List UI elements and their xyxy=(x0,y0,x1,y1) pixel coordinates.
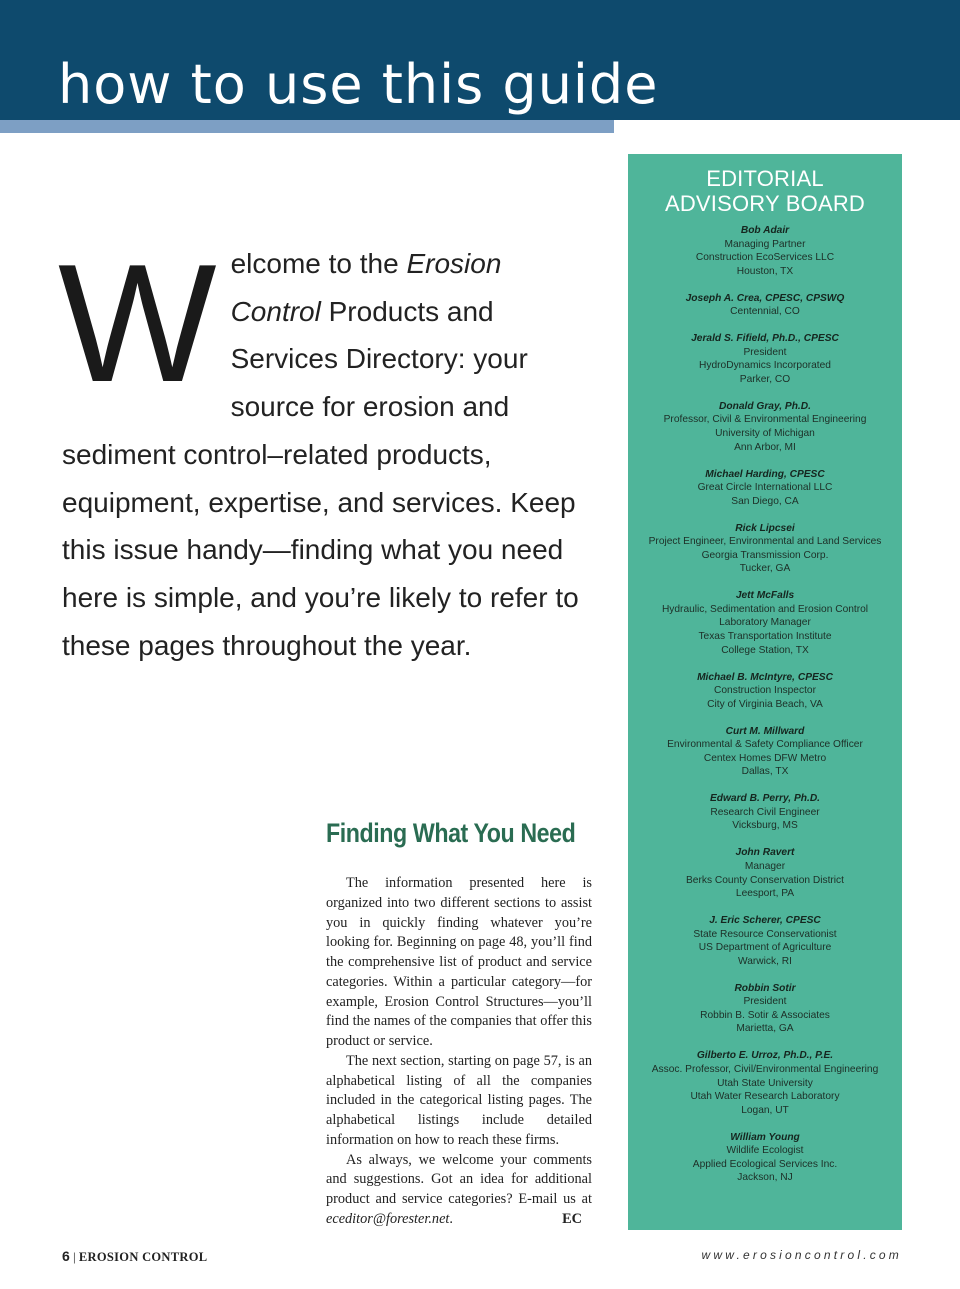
board-member-name: Rick Lipcsei xyxy=(735,522,795,534)
end-mark: EC xyxy=(562,1210,582,1227)
board-member-detail: Vicksburg, MS xyxy=(732,820,798,832)
finding-body xyxy=(326,874,592,1230)
board-member-detail: Ann Arbor, MI xyxy=(734,441,796,453)
board-heading xyxy=(628,166,902,216)
finding-paragraph xyxy=(326,1151,592,1230)
header-band xyxy=(0,0,960,120)
board-member-name: Jerald S. Fifield, Ph.D., CPESC xyxy=(691,333,839,345)
board-member xyxy=(628,846,902,900)
board-member xyxy=(628,589,902,657)
board-member-detail: Great Circle International LLC xyxy=(697,482,833,494)
editorial-advisory-board xyxy=(628,154,902,1230)
board-member-detail: Construction EcoServices LLC xyxy=(695,252,835,264)
board-member-detail: Construction Inspector xyxy=(714,685,816,697)
board-member-detail: Laboratory Manager xyxy=(719,617,811,629)
board-member-detail: Professor, Civil & Environmental Engineering xyxy=(663,414,867,426)
board-member-detail: Houston, TX xyxy=(736,265,794,277)
board-member-name: Michael Harding, CPESC xyxy=(705,468,825,480)
board-member-detail: President xyxy=(743,996,787,1008)
board-member xyxy=(628,671,902,712)
finding-paragraph-text: As always, we welcome your comments and suggestions. Got an idea for additional product and service categories? E-mail us at xyxy=(326,1151,592,1207)
board-member-name: Donald Gray, Ph.D. xyxy=(719,400,811,412)
board-member-detail: Applied Ecological Services Inc. xyxy=(692,1158,838,1170)
board-member-detail: Berks County Conservation District xyxy=(686,874,844,886)
board-heading-line: ADVISORY BOARD xyxy=(664,191,866,216)
board-member-name: Curt M. Millward xyxy=(725,725,805,737)
board-member-detail: Managing Partner xyxy=(724,238,806,250)
board-member xyxy=(628,1049,902,1117)
board-member-detail: Hydraulic, Sedimentation and Erosion Control xyxy=(661,603,869,615)
board-member-detail: University of Michigan xyxy=(715,428,815,440)
board-member-detail: Utah Water Research Laboratory xyxy=(690,1091,840,1103)
finding-paragraph: The next section, starting on page 57, is an alphabetical listing of all the companies included in the categorical listing pages. The alphabetical listings include detailed information on how to reach these firms. xyxy=(326,1052,592,1148)
board-member-detail: Logan, UT xyxy=(741,1104,789,1116)
board-member-detail: Wildlife Ecologist xyxy=(726,1145,804,1157)
board-member-detail: Warwick, RI xyxy=(738,955,792,967)
intro-text-start: elcome to the xyxy=(230,248,407,279)
email-link[interactable]: eceditor@forester.net xyxy=(326,1210,450,1227)
header-rule xyxy=(0,120,614,133)
board-member-detail: Manager xyxy=(744,860,786,872)
board-member-detail: College Station, TX xyxy=(721,644,809,656)
intro-text-rest: Products and Services Directory: your source for erosion and sediment control–related products, equipment, expertise, and services. Keep this issue handy—finding what you need here is simple, and you’re likely to refer to these pages throughout the year. xyxy=(62,295,579,661)
board-member-name: Gilberto E. Urroz, Ph.D., P.E. xyxy=(696,1050,834,1062)
board-member xyxy=(628,292,902,319)
board-member-detail: Environmental & Safety Compliance Officer xyxy=(667,739,863,751)
board-member-detail: President xyxy=(743,346,787,358)
board-member-detail: US Department of Agriculture xyxy=(698,942,832,954)
board-member-name: Joseph A. Crea, CPESC, CPSWQ xyxy=(685,292,845,304)
intro-paragraph xyxy=(58,229,582,669)
board-member-detail: Centennial, CO xyxy=(730,306,800,318)
board-member xyxy=(628,468,902,509)
board-member xyxy=(628,522,902,576)
board-member-detail: Leesport, PA xyxy=(735,888,795,900)
board-member-name: Robbin Sotir xyxy=(734,982,796,994)
board-member-detail: Jackson, NJ xyxy=(737,1172,793,1184)
board-member xyxy=(628,400,902,454)
folio-separator: | xyxy=(73,1249,76,1264)
board-member-detail: Robbin B. Sotir & Associates xyxy=(700,1009,830,1021)
board-member-detail: Centex Homes DFW Metro xyxy=(703,752,827,764)
drop-cap: W xyxy=(58,229,217,417)
board-member xyxy=(628,792,902,833)
board-member-name: John Ravert xyxy=(735,847,795,859)
board-member-detail: HydroDynamics Incorporated xyxy=(699,360,831,372)
board-member-name: J. Eric Scherer, CPESC xyxy=(709,915,821,927)
page-title: how to use this guide xyxy=(58,53,659,116)
board-member-detail: Tucker, GA xyxy=(739,563,791,575)
board-member-list xyxy=(628,224,902,1198)
board-member-detail: Research Civil Engineer xyxy=(710,806,820,818)
board-member-detail: San Diego, CA xyxy=(731,495,799,507)
board-member xyxy=(628,1131,902,1185)
board-member-detail: Assoc. Professor, Civil/Environmental Engineering xyxy=(651,1063,879,1075)
board-member xyxy=(628,224,902,278)
board-member-detail: Georgia Transmission Corp. xyxy=(701,549,829,561)
board-heading-line: EDITORIAL xyxy=(706,166,824,191)
board-member-name: Bob Adair xyxy=(740,225,790,236)
board-member-detail: Dallas, TX xyxy=(741,766,789,778)
website-url[interactable]: www.erosioncontrol.com xyxy=(701,1248,902,1262)
page-number: 6 xyxy=(62,1248,70,1264)
board-member-detail: Texas Transportation Institute xyxy=(698,631,832,643)
board-member xyxy=(628,725,902,779)
board-member xyxy=(628,332,902,386)
board-member-name: Michael B. McIntyre, CPESC xyxy=(697,671,833,683)
board-member-detail: City of Virginia Beach, VA xyxy=(707,698,823,710)
finding-paragraph: The information presented here is organized into two different sections to assist you in quickly finding whatever you’re looking for. Beginning on page 48, you’ll find the comprehensive list of product and service categories. Within a particular category—for example, Erosion Control Structures—you’ll find the names of the companies that offer this product or service. xyxy=(326,875,592,1049)
board-member xyxy=(628,914,902,968)
page-folio xyxy=(62,1248,207,1265)
board-member-name: Edward B. Perry, Ph.D. xyxy=(709,793,821,805)
board-member-name: Jett McFalls xyxy=(735,590,795,602)
board-member-detail: Utah State University xyxy=(717,1077,813,1089)
board-member-detail: Project Engineer, Environmental and Land Services xyxy=(648,536,882,548)
board-member-detail: State Resource Conservationist xyxy=(693,928,837,940)
board-member-name: William Young xyxy=(730,1131,800,1143)
board-member-detail: Marietta, GA xyxy=(736,1023,794,1035)
finding-paragraph-end: . xyxy=(449,1210,453,1227)
finding-heading: Finding What You Need xyxy=(326,818,576,848)
board-member xyxy=(628,982,902,1036)
publication-name: EROSION CONTROL xyxy=(78,1250,208,1264)
board-member-detail: Parker, CO xyxy=(739,373,791,385)
intro-publication-name: Erosion Control xyxy=(230,248,502,327)
